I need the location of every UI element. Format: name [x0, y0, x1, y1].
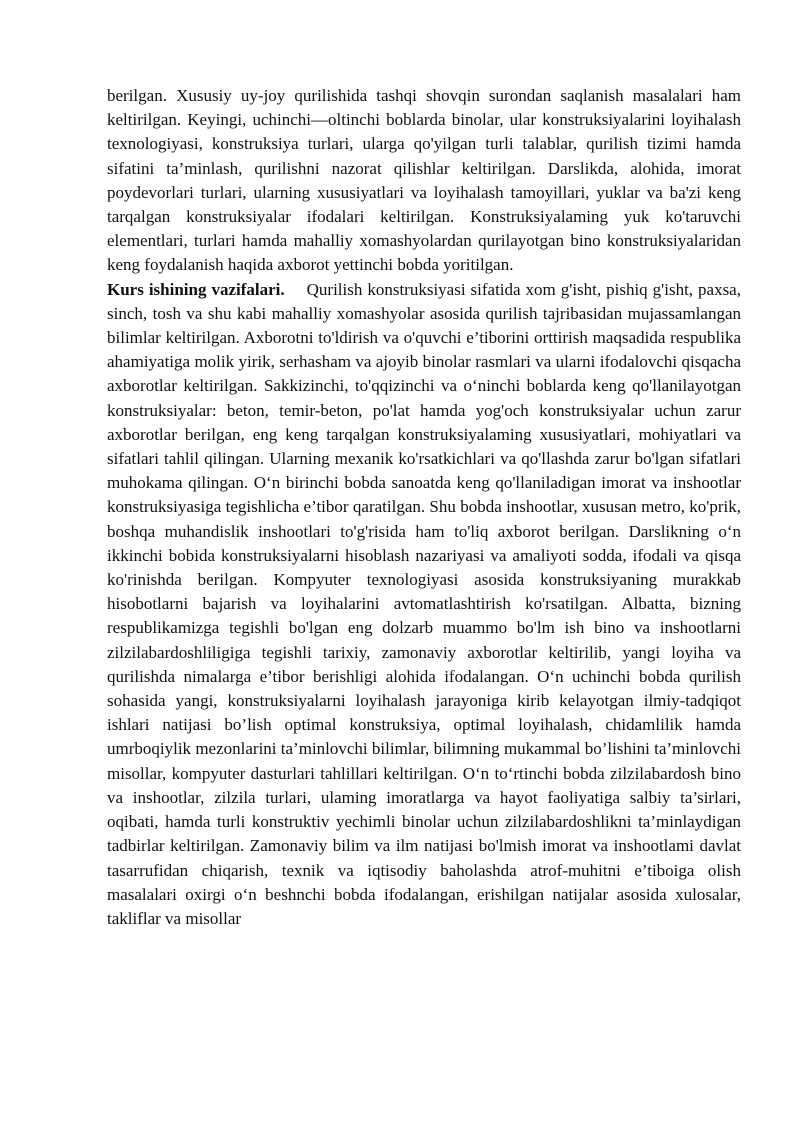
- document-page: [107, 84, 741, 931]
- paragraph-course-tasks-text: Qurilish konstruksiyasi sifatida xom g'isht, pishiq g'isht, paxsa, sinch, tosh va shu kabi mahalliy xomashyolar asosida qurilish tajribasidan mujassamlangan bilimlar keltirilgan. Axborotni to'ldirish va o'quvchi e’tiborini orttirish maqsadida respublika ahamiyatiga molik yirik, serhasham va ajoyib binolar rasmlari va ularni ifodalovchi qisqacha axborotlar keltirilgan. Sakkizinchi, to'qqizinchi va o‘ninchi boblarda keng qo'llanilayotgan konstruksiyalar: beton, temir-beton, po'lat hamda yog'och konstruksiyalar uchun zarur axborotlar berilgan, eng keng tarqalgan konstruksiyalaming xususiyatlari, mohiyatlari va sifatlari tahlil qilingan. Ularning mexanik ko'rsatkichlari va qo'llashda zarur bo'lgan sifatlari muhokama qilingan. O‘n birinchi bobda sanoatda keng qo'llaniladigan imorat va inshootlar konstruksiyasiga tegishlicha e’tibor qaratilgan. Shu bobda inshootlar, xususan metro, ko'prik, boshqa muhandislik inshootlari to'g'risida ham to'liq axborot berilgan. Darslikning o‘n ikkinchi bobida konstruksiyalarni hisoblash nazariyasi va amaliyoti sodda, ifodali va qisqa ko'rinishda berilgan. Kompyuter texnologiyasi asosida konstruksiyaning murakkab hisobotlarni bajarish va loyihalarini avtomatlashtirish ko'rsatilgan. Albatta, bizning respublikamizga tegishli bo'lgan eng dolzarb muammo bo'lm ish bino va inshootlarni zilzilabardoshliligiga tegishli tarixiy, zamonaviy axborotlar keltirilib, yangi loyiha va qurilishda nimalarga e’tibor berishligi alohida ifodalangan. O‘n uchinchi bobda qurilish sohasida yangi, konstruksiyalarni loyihalash jarayoniga kirib kelayotgan ilmiy-tadqiqot ishlari natijasi bo’lish optimal konstruksiya, optimal loyihalash, chidamlilik hamda umrboqiylik mezonlarini ta’minlovchi bilimlar, bilimning mukammal bo’lishini ta’minlovchi misollar, kompyuter dasturlari tahlillari keltirilgan. O‘n to‘rtinchi bobda zilzilabardosh bino va inshootlar, zilzila turlari, ulaming imoratlarga va hayot faoliyatiga salbiy ta’sirlari, oqibati, hamda turli konstruktiv yechimli binolar uchun zilzilabardoshlikni ta’minlaydigan tadbirlar keltirilgan. Zamonaviy bilim va ilm natijasi bo'lmish imorat va inshootlami davlat tasarrufidan chiqarish, texnik va iqtisodiy baholashda atrof-muhitni e’tiboiga olish masalalari oxirgi o‘n beshnchi bobda ifodalangan, erishilgan natijalar asosida xulosalar, takliflar va misollar: [107, 279, 741, 928]
- paragraph-intro: berilgan. Xususiy uy-joy qurilishida tashqi shovqin surondan saqlanish masalalari ham keltirilgan. Keyingi, uchinchi—oltinchi boblarda binolar, ular konstruksiyalarini loyihalash texnologiyasi, konstruksiya turlari, ularga qo'yilgan turli talablar, qurilish tizimi hamda sifatini ta’minlash, qurilishni nazorat qilishlar keltirilgan. Darslikda, alohida, imorat poydevorlari turlari, ularning xususiyatlari va loyihalash tamoyillari, yuklar va ba'zi keng tarqalgan konstruksiyalar ifodalari keltirilgan. Konstruksiyalaming yuk ko'taruvchi elementlari, turlari hamda mahalliy xomashyolardan qurilayotgan bino konstruksiyalaridan keng foydalanish haqida axborot yettinchi bobda yoritilgan.: [107, 86, 741, 275]
- paragraph-course-tasks: [107, 278, 741, 931]
- section-heading: Kurs ishining vazifalari.: [107, 279, 285, 299]
